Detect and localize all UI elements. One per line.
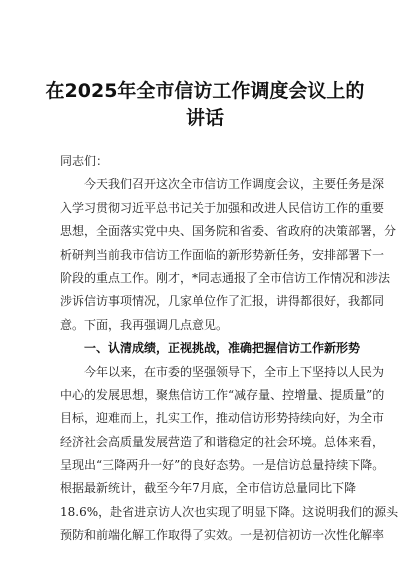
paragraph-1-line: 涉诉信访事项情况，几家单位作了汇报，讲得都很好，我都同 — [60, 294, 385, 309]
paragraph-1-line: 入学习贯彻习近平总书记关于加强和改进人民信访工作的重要 — [60, 200, 385, 215]
paragraph-2-line: 今年以来，在市委的坚强领导下，全市上下坚持以人民为 — [84, 364, 385, 379]
salutation: 同志们： — [60, 154, 109, 168]
document-body — [60, 150, 399, 548]
paragraph-2-line: 18.6%，赴省进京访人次也实现了明显下降。这说明我们的源头 — [60, 504, 399, 519]
title-line-2: 讲话 — [185, 107, 224, 129]
paragraph-2-line: 根据最新统计，截至今年7月底，全市信访总量同比下降 — [60, 481, 356, 496]
paragraph-1-line: 析研判当前我市信访工作面临的新形势新任务，安排部署下一 — [60, 247, 385, 262]
section-1-heading: 一、认清成绩，正视挑战，准确把握信访工作新形势 — [84, 341, 361, 356]
paragraph-2-line: 中心的发展思想，聚焦信访工作“减存量、控增量、提质量”的 — [60, 387, 385, 402]
paragraph-2-line: 目标，迎难而上，扎实工作，推动信访形势持续向好，为全市 — [60, 411, 385, 426]
document-title — [40, 78, 370, 132]
title-line-1: 在2025年全市信访工作调度会议上的 — [45, 80, 365, 102]
paragraph-1-line: 阶段的重点工作。刚才，*同志通报了全市信访工作情况和涉法 — [60, 270, 391, 285]
paragraph-2-line: 呈现出“三降两升一好”的良好态势。一是信访总量持续下降。 — [60, 458, 385, 473]
paragraph-2-line: 经济社会高质量发展营造了和谐稳定的社会环境。总体来看， — [60, 434, 385, 449]
paragraph-1-line: 意。下面，我再强调几点意见。 — [60, 317, 229, 332]
paragraph-1-line: 思想，全面落实党中央、国务院和省委、省政府的决策部署，分 — [60, 224, 397, 239]
paragraph-2-line: 预防和前端化解工作取得了实效。一是初信初访一次性化解率 — [60, 528, 385, 543]
paragraph-1-line: 今天我们召开这次全市信访工作调度会议，主要任务是深 — [84, 177, 385, 192]
